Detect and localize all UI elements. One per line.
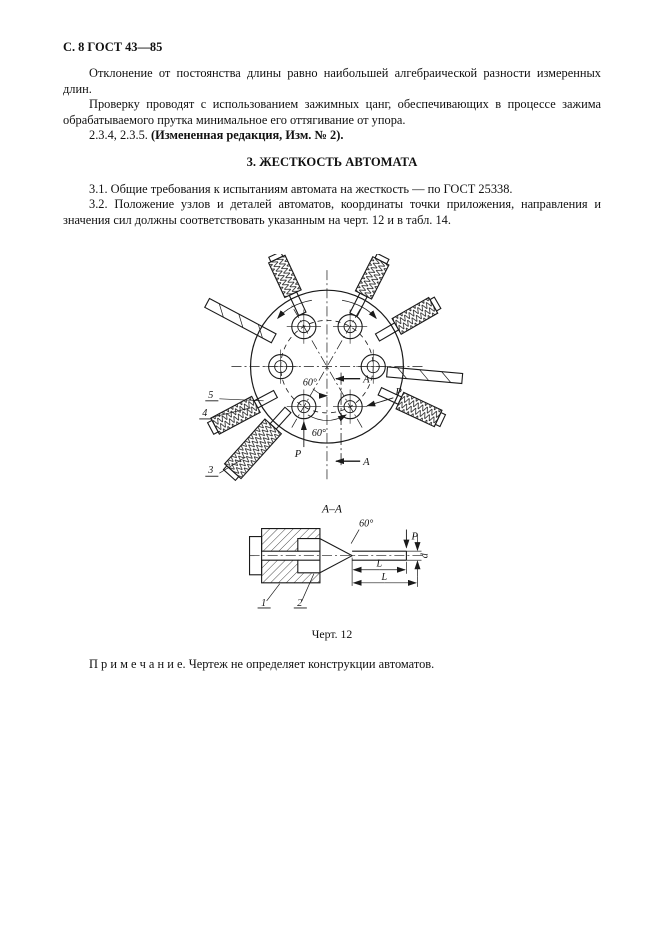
paragraph-amendment xyxy=(63,128,601,143)
rotation-arrow-left xyxy=(278,300,312,318)
section-letter-bottom: А xyxy=(363,457,370,469)
force-label-p1: Р xyxy=(294,449,302,461)
force-label-p2: Р xyxy=(395,386,402,398)
tool-holder-top-right xyxy=(373,295,442,345)
part-number-2: 2 xyxy=(297,598,303,610)
part-number-3: 3 xyxy=(208,465,214,477)
l2-label: L xyxy=(381,571,388,583)
paragraph-3-2: 3.2. Положение узлов и деталей автоматов, координаты точки приложения, направления и значения сил должны соответствовать указанным на черт. 12 и в табл. 14. xyxy=(63,197,601,227)
page-header: С. 8 ГОСТ 43—85 xyxy=(63,40,163,54)
part-number-5: 5 xyxy=(208,389,214,401)
part-number-1: 1 xyxy=(261,598,267,610)
cone-angle-label: 60° xyxy=(359,518,374,530)
technical-drawing xyxy=(161,254,503,614)
note-text: Чертеж не определяет конструкции автоматов. xyxy=(188,656,435,671)
section-heading: 3. ЖЕСТКОСТЬ АВТОМАТА xyxy=(246,155,418,170)
drum-view xyxy=(199,254,462,482)
chuck-body-upper xyxy=(262,529,320,552)
figure-caption: Черт. 12 xyxy=(311,627,353,642)
spindle-left xyxy=(264,350,298,384)
note-paragraph xyxy=(63,657,601,672)
section-view-title: А–А xyxy=(322,502,342,516)
d-label: d xyxy=(419,553,431,559)
angle-arc-1 xyxy=(313,389,327,396)
note-label: П р и м е ч а н и е. xyxy=(89,656,186,671)
tool-holder-right xyxy=(376,383,447,429)
force-arrow-right xyxy=(367,398,393,406)
spindle-right xyxy=(356,350,390,384)
tool-holder-top-mid xyxy=(345,254,391,319)
tool-holder-top-left xyxy=(266,254,310,318)
paragraph-deviation: Отклонение от постоянства длины равно наибольшей алгебраической разности измеренных длин. xyxy=(63,66,601,96)
force-label-p3: Р xyxy=(411,531,418,543)
leader-1 xyxy=(267,584,280,601)
angle-label-1: 60° xyxy=(302,377,317,389)
section-letter-top: А xyxy=(363,374,370,386)
figure-chert-12 xyxy=(63,254,601,643)
part-number-4: 4 xyxy=(202,407,208,419)
angle-label-2: 60° xyxy=(311,428,326,440)
l1-label: L xyxy=(376,558,383,570)
cone-angle-leader xyxy=(351,530,359,544)
amendment-note: (Измененная редакция, Изм. № 2). xyxy=(150,128,344,143)
section-view xyxy=(250,529,425,608)
spindle-top-left xyxy=(287,310,321,344)
paragraph-3-1: 3.1. Общие требования к испытаниям автомата на жесткость — по ГОСТ 25338. xyxy=(89,181,513,196)
amendment-ref: 2.3.4, 2.3.5. xyxy=(89,128,151,143)
shaft-right xyxy=(387,367,463,384)
rotation-arrow-right xyxy=(342,300,376,318)
spindle-top-right xyxy=(333,310,367,344)
paragraph-collet-check: Проверку проводят с использованием зажимных цанг, обеспечивающих в процессе зажима обрабатываемого прутка минимальное его оттягивание от упора. xyxy=(63,97,601,127)
